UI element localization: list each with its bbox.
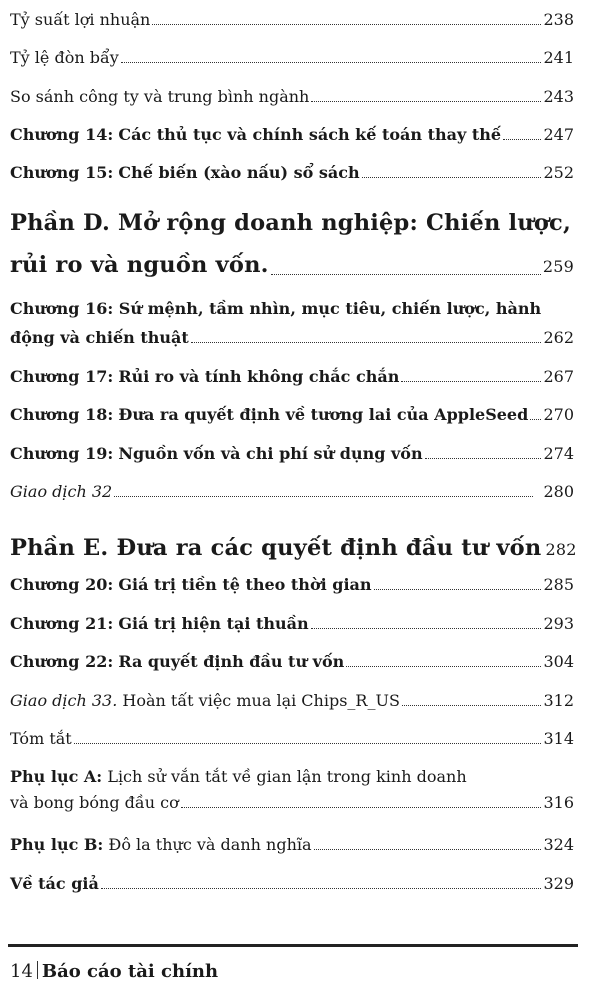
toc-entry-prefix: Chương 18:	[10, 405, 114, 424]
toc-entry-prefix: Chương 17:	[10, 367, 114, 386]
toc-entry	[10, 835, 574, 855]
toc-entry-title-line2: và bong bóng đầu cơ	[10, 793, 179, 812]
toc-entry-title: Rủi ro và tính không chắc chắn	[118, 367, 400, 386]
toc-entry-page: 316	[543, 793, 574, 812]
dot-leader	[346, 665, 541, 667]
toc-entry	[10, 405, 574, 425]
toc-entry-prefix: Chương 20:	[10, 575, 114, 594]
toc-entry-title-line1: Lịch sử vắn tắt về gian lận trong kinh doanh	[107, 767, 467, 786]
toc-entry-prefix: Chương 19:	[10, 444, 114, 463]
dot-leader	[311, 100, 541, 102]
toc-entry-title-line2: động và chiến thuật	[10, 328, 189, 347]
dot-leader	[374, 588, 542, 590]
toc-entry-prefix: Chương 21:	[10, 614, 114, 633]
toc-entry-title: Đưa ra quyết định về tương lai của AppleSeed	[118, 405, 529, 424]
toc-part-heading	[10, 208, 574, 282]
toc-part-heading	[10, 533, 577, 565]
toc-entry	[10, 299, 574, 348]
toc-entry-page: 324	[543, 835, 574, 854]
toc-entry-page: 293	[543, 614, 574, 633]
footer-book-title: Báo cáo tài chính	[41, 961, 219, 982]
toc-entry	[10, 163, 574, 183]
toc-entry-page: 259	[542, 257, 574, 276]
toc-entry-title: Ra quyết định đầu tư vốn	[118, 652, 345, 671]
toc-entry	[10, 614, 574, 634]
toc-part-title-line2: rủi ro và nguồn vốn.	[10, 252, 269, 278]
toc-entry	[10, 767, 574, 813]
toc-entry	[10, 691, 574, 711]
toc-entry-page: 329	[543, 874, 574, 893]
toc-entry-page: 270	[543, 405, 574, 424]
toc-entry-page: 304	[543, 652, 574, 671]
toc-entry-page: 262	[543, 328, 574, 347]
toc-entry	[10, 652, 574, 672]
toc-entry-prefix: Phụ lục B:	[10, 835, 104, 854]
toc-entry-title: Tỷ suất lợi nhuận	[10, 10, 151, 29]
dot-leader	[311, 627, 542, 629]
toc-entry-title: Về tác giả	[10, 874, 99, 893]
toc-entry	[10, 87, 574, 107]
toc-entry-title: Chế biến (xào nấu) sổ sách	[118, 163, 360, 182]
toc-entry	[10, 575, 574, 595]
dot-leader	[191, 341, 542, 343]
dot-leader	[121, 61, 542, 63]
toc-entry	[10, 729, 574, 749]
toc-entry-prefix: Chương 14:	[10, 125, 114, 144]
toc-entry-title: Nguồn vốn và chi phí sử dụng vốn	[118, 444, 423, 463]
toc-entry-title: Giá trị tiền tệ theo thời gian	[118, 575, 372, 594]
dot-leader	[314, 848, 542, 850]
toc-entry-page: 312	[543, 691, 574, 710]
dot-leader	[101, 887, 542, 889]
dot-leader	[271, 273, 541, 275]
toc-entry-title: Đô la thực và danh nghĩa	[108, 835, 312, 854]
toc-entry-page: 267	[543, 367, 574, 386]
toc-entry-prefix: Phụ lục A:	[10, 767, 103, 786]
toc-entry-prefix: Giao dịch 32	[10, 482, 113, 501]
dot-leader	[181, 806, 542, 808]
dot-leader	[503, 138, 541, 140]
toc-entry-page: 314	[543, 729, 574, 748]
toc-entry-page: 282	[545, 540, 577, 559]
toc-entry-page: 247	[543, 125, 574, 144]
toc-entry	[10, 482, 574, 502]
toc-entry-page: 280	[543, 482, 574, 501]
dot-leader	[425, 457, 542, 459]
toc-entry-title: So sánh công ty và trung bình ngành	[10, 87, 310, 106]
toc-entry-page: 252	[543, 163, 574, 182]
toc-entry-title: Tỷ lệ đòn bẩy	[10, 48, 119, 67]
toc-entry	[10, 10, 574, 30]
toc-entry-page: 285	[543, 575, 574, 594]
toc-entry	[10, 48, 574, 68]
dot-leader	[402, 704, 542, 706]
footer-rule	[8, 944, 578, 947]
toc-entry-page: 238	[543, 10, 574, 29]
toc-entry-page: 241	[543, 48, 574, 67]
toc-part-title: Phần E. Đưa ra các quyết định đầu tư vốn	[10, 535, 542, 561]
toc-entry-prefix: Giao dịch 33.	[10, 691, 118, 710]
toc-entry-prefix: Chương 15:	[10, 163, 114, 182]
dot-leader	[362, 176, 542, 178]
toc-entry-title: Tóm tắt	[10, 729, 72, 748]
toc-entry-title: Hoàn tất việc mua lại Chips_R_US	[122, 691, 400, 710]
toc-entry	[10, 125, 574, 145]
toc-part-title-line1: Phần D. Mở rộng doanh nghiệp: Chiến lược,	[10, 210, 571, 236]
toc-entry-page: 274	[543, 444, 574, 463]
dot-leader	[74, 742, 542, 744]
dot-leader	[401, 380, 541, 382]
toc-entry-page: 243	[543, 87, 574, 106]
toc-entry	[10, 367, 574, 387]
toc-entry-title-line1: Chương 16: Sứ mệnh, tầm nhìn, mục tiêu, chiến lược, hành	[10, 299, 542, 318]
dot-leader	[530, 418, 541, 420]
toc-entry-prefix: Chương 22:	[10, 652, 114, 671]
dot-leader	[152, 23, 541, 25]
footer-page-number: 14	[10, 961, 33, 982]
toc-entry-title: Giá trị hiện tại thuần	[118, 614, 309, 633]
dot-leader	[114, 495, 533, 497]
toc-entry	[10, 874, 574, 894]
toc-entry-title: Các thủ tục và chính sách kế toán thay thế	[118, 125, 502, 144]
page-footer	[10, 960, 218, 984]
footer-divider	[37, 961, 38, 979]
toc-entry	[10, 444, 574, 464]
